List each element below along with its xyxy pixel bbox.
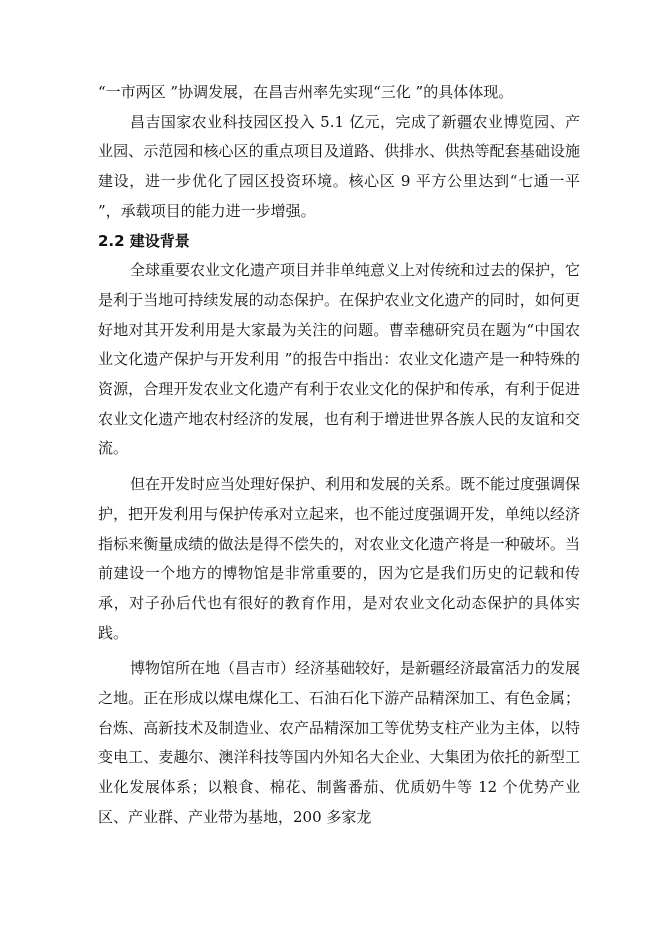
paragraph-museum-location: 博物馆所在地（昌吉市）经济基础较好，是新疆经济最富活力的发展之地。正在形成以煤电煤化工、石油石化下游产品精深加工、有色金属；台炼、高新技术及制造业、农产品精深加工等优势支柱产业为主体，以特变电工、麦趣尔、澳洋科技等国内外知名大企业、大集团为依托的新型工业化发展体系；以粮食、棉花、制酱番茄、优质奶牛等 12 个优势产业区、产业群、产业带为基地，200 多家龙 xyxy=(98,659,581,826)
paragraph-heritage-protection: 全球重要农业文化遗产项目并非单纯意义上对传统和过去的保护，它是利于当地可持续发展的动态保护。在保护农业文化遗产的同时，如何更好地对其开发利用是大家最为关注的问题。曹幸穗研究员在题为“中国农业文化遗产保护与开发利用 ”的报告中指出：农业文化遗产是一种特殊的资源，合理开发农业文化遗产有利于农业文化的保护和传承，有利于促进农业文化遗产地农村经济的发展，也有利于增进世界各族人民的友谊和交流。 xyxy=(98,261,581,458)
paragraph-park-investment: 昌吉国家农业科技园区投入 5.1 亿元，完成了新疆农业博览园、产业园、示范园和核心区的重点项目及道路、供排水、供热等配套基础设施建设，进一步优化了园区投资环境。核心区 9 平方公里达到“七通一平 ”，承载项目的能力进一步增强。 xyxy=(98,112,580,220)
section-heading: 2.2 建设背景 xyxy=(98,231,190,250)
document-body xyxy=(98,78,580,833)
paragraph-development-balance: 但在开发时应当处理好保护、利用和发展的关系。既不能过度强调保护，把开发利用与保护传承对立起来，也不能过度强调开发，单纯以经济指标来衡量成绩的做法是得不偿失的，对农业文化遗产将是一种破坏。当前建设一个地方的博物馆是非常重要的，因为它是我们历史的记载和传承，对子孙后代也有很好的教育作用，是对农业文化动态保护的具体实践。 xyxy=(98,475,581,642)
paragraph-continuation: “一市两区 ”协调发展，在昌吉州率先实现“三化 ”的具体体现。 xyxy=(98,83,514,101)
